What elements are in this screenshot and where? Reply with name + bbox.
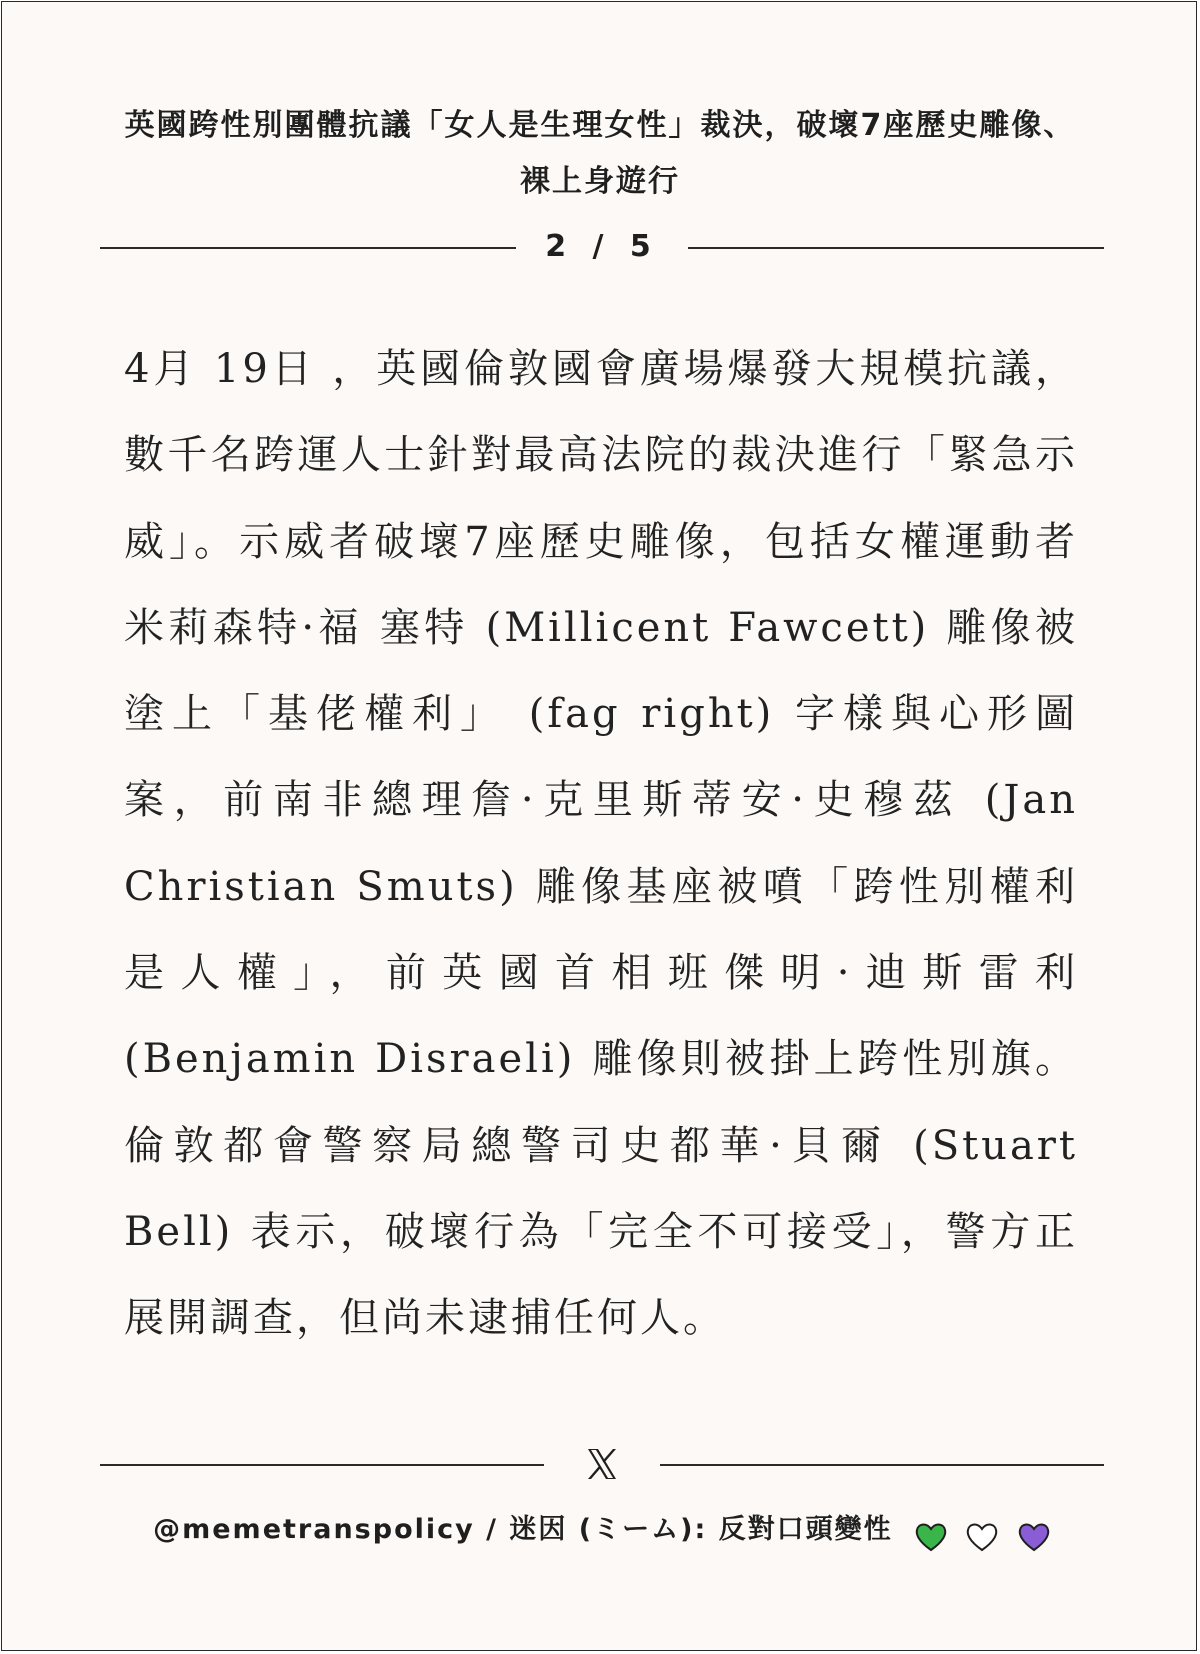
x-logo-icon <box>582 1444 622 1484</box>
divider-left <box>100 247 516 249</box>
divider-right <box>688 247 1104 249</box>
footer-handle: @memetranspolicy / 迷因 (ミーム): 反對口頭變性 <box>153 1514 893 1545</box>
footer-divider-left <box>100 1464 544 1466</box>
green-heart-icon <box>914 1520 948 1554</box>
page-title: 英國跨性別團體抗議「女人是生理女性」裁決，破壞7座歷史雕像、裸上身遊行 <box>124 108 1076 199</box>
footer-handle-row <box>100 1510 1104 1556</box>
page-counter: 2 / 5 <box>545 229 659 264</box>
article-body: 4月 19日 ，英國倫敦國會廣場爆發大規模抗議，數千名跨運人士針對最高法院的裁決進行「緊急示威」。示威者破壞7座歷史雕像，包括女權運動者米莉森特·福 塞特 (Millicent Fawcett) 雕像被塗上「基佬權利」 (fag right) 字樣與心形圖案，前南非總理詹·克里斯蒂安·史穆茲 (Jan Christian Smuts) 雕像基座被噴「跨性別權利是人權」，前英國首相班傑明·迪斯雷利 (Benjamin Disraeli) 雕像則被掛上跨性別旗。倫敦都會警察局總警司史都華·貝爾 (Stuart Bell) 表示，破壞行為「完全不可接受」，警方正展開調查，但尚未逮捕任何人。 <box>124 346 1078 1342</box>
page-counter-row <box>100 230 1104 264</box>
purple-heart-icon <box>1017 1520 1051 1554</box>
footer-divider-row <box>100 1442 1104 1482</box>
hearts-group <box>908 1516 1051 1556</box>
footer-divider-right <box>660 1464 1104 1466</box>
document-page <box>1 1 1197 1651</box>
white-heart-icon <box>965 1520 999 1554</box>
